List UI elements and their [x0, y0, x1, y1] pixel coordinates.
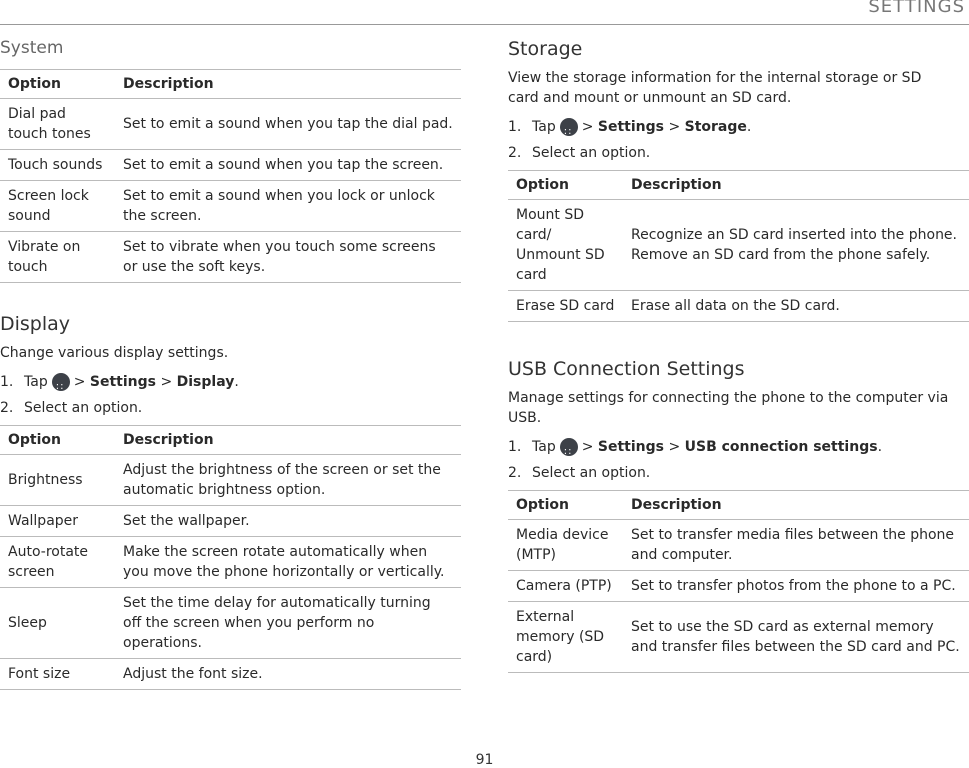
table-row — [0, 537, 461, 588]
storage-table — [508, 170, 969, 322]
column-header-option: Option — [0, 426, 115, 455]
description-cell: Make the screen rotate automatically when you move the phone horizontally or vertically. — [115, 537, 461, 588]
step-target-label: Storage — [684, 119, 747, 135]
description-cell: Set to emit a sound when you tap the screen. — [115, 150, 461, 181]
table-row — [508, 520, 969, 571]
step-2 — [0, 395, 461, 421]
step-settings-label: Settings — [597, 119, 664, 135]
table-row — [0, 659, 461, 690]
table-row — [0, 99, 461, 150]
description-cell: Set to transfer media files between the phone and computer. — [623, 520, 969, 571]
step-separator: > — [160, 374, 173, 390]
option-cell: Erase SD card — [508, 291, 623, 322]
step-separator: > — [581, 119, 594, 135]
step-tap-text: Tap — [24, 374, 48, 390]
step-end: . — [877, 439, 883, 455]
option-cell: Auto-rotate screen — [0, 537, 115, 588]
step-number: 1. — [0, 374, 14, 390]
table-row — [0, 455, 461, 506]
page-number: 91 — [475, 752, 494, 768]
table-row — [0, 588, 461, 659]
table-row — [508, 571, 969, 602]
option-cell: Touch sounds — [0, 150, 115, 181]
option-cell: Media device (MTP) — [508, 520, 623, 571]
column-header-description: Description — [623, 491, 969, 520]
option-cell: External memory (SD card) — [508, 602, 623, 673]
description-cell: Set to use the SD card as external memory and transfer files between the SD card and PC. — [623, 602, 969, 673]
system-section-title: System — [0, 38, 64, 58]
option-cell: Screen lock sound — [0, 181, 115, 232]
step-separator: > — [581, 439, 594, 455]
step-2 — [508, 460, 969, 486]
usb-intro: Manage settings for connecting the phone to the computer via USB. — [508, 390, 949, 426]
step-number: 2. — [508, 465, 522, 481]
option-cell: Sleep — [0, 588, 115, 659]
step-separator: > — [668, 119, 681, 135]
apps-icon — [52, 373, 70, 391]
table-row — [508, 200, 969, 291]
usb-section-title: USB Connection Settings — [508, 358, 745, 380]
option-cell: Mount SD card/ Unmount SD card — [508, 200, 623, 291]
step-1 — [508, 114, 969, 140]
display-section-title: Display — [0, 313, 71, 335]
table-row — [508, 602, 969, 673]
description-cell: Set the wallpaper. — [115, 506, 461, 537]
display-table — [0, 425, 461, 690]
step-text: Select an option. — [532, 145, 651, 161]
step-tap-text: Tap — [532, 439, 556, 455]
column-header-description: Description — [623, 171, 969, 200]
step-number: 1. — [508, 119, 522, 135]
description-cell: Set the time delay for automatically turning off the screen when you perform no operations. — [115, 588, 461, 659]
description-cell: Adjust the brightness of the screen or set the automatic brightness option. — [115, 455, 461, 506]
column-header-option: Option — [508, 171, 623, 200]
display-intro: Change various display settings. — [0, 345, 229, 361]
step-text: Select an option. — [532, 465, 651, 481]
step-number: 2. — [0, 400, 14, 416]
column-header-option: Option — [508, 491, 623, 520]
apps-icon — [560, 118, 578, 136]
description-cell: Set to transfer photos from the phone to a PC. — [623, 571, 969, 602]
page-header-title: SETTINGS — [868, 0, 965, 17]
description-cell: Recognize an SD card inserted into the phone. Remove an SD card from the phone safely. — [623, 200, 969, 291]
step-number: 2. — [508, 145, 522, 161]
right-column — [508, 38, 969, 673]
step-end: . — [234, 374, 239, 390]
option-cell: Camera (PTP) — [508, 571, 623, 602]
step-text: Select an option. — [24, 400, 143, 416]
usb-steps — [508, 434, 969, 486]
storage-section-title: Storage — [508, 38, 583, 60]
table-row — [0, 150, 461, 181]
description-cell: Set to emit a sound when you tap the dial pad. — [115, 99, 461, 150]
description-cell: Set to emit a sound when you lock or unlock the screen. — [115, 181, 461, 232]
step-separator: > — [668, 439, 681, 455]
system-table — [0, 69, 461, 283]
table-row — [0, 232, 461, 283]
step-separator: > — [73, 374, 86, 390]
storage-intro: View the storage information for the internal storage or SD card and mount or unmount an SD card. — [508, 70, 922, 106]
description-cell: Erase all data on the SD card. — [623, 291, 969, 322]
table-row — [0, 506, 461, 537]
usb-table — [508, 490, 969, 673]
display-steps — [0, 369, 461, 421]
table-row — [0, 181, 461, 232]
step-2 — [508, 140, 969, 166]
left-column — [0, 38, 461, 690]
storage-steps — [508, 114, 969, 166]
apps-icon — [560, 438, 578, 456]
step-end: . — [746, 119, 752, 135]
option-cell: Wallpaper — [0, 506, 115, 537]
step-1 — [508, 434, 969, 460]
option-cell: Vibrate on touch — [0, 232, 115, 283]
step-settings-label: Settings — [597, 439, 664, 455]
option-cell: Brightness — [0, 455, 115, 506]
option-cell: Font size — [0, 659, 115, 690]
header-divider — [0, 24, 969, 25]
step-target-label: Display — [176, 374, 235, 390]
description-cell: Set to vibrate when you touch some screens or use the soft keys. — [115, 232, 461, 283]
step-target-label: USB connection settings — [684, 439, 878, 455]
step-1 — [0, 369, 461, 395]
option-cell: Dial pad touch tones — [0, 99, 115, 150]
column-header-description: Description — [115, 426, 461, 455]
column-header-option: Option — [0, 70, 115, 99]
column-header-description: Description — [115, 70, 461, 99]
step-tap-text: Tap — [532, 119, 556, 135]
table-row — [508, 291, 969, 322]
description-cell: Adjust the font size. — [115, 659, 461, 690]
step-settings-label: Settings — [89, 374, 156, 390]
step-number: 1. — [508, 439, 522, 455]
